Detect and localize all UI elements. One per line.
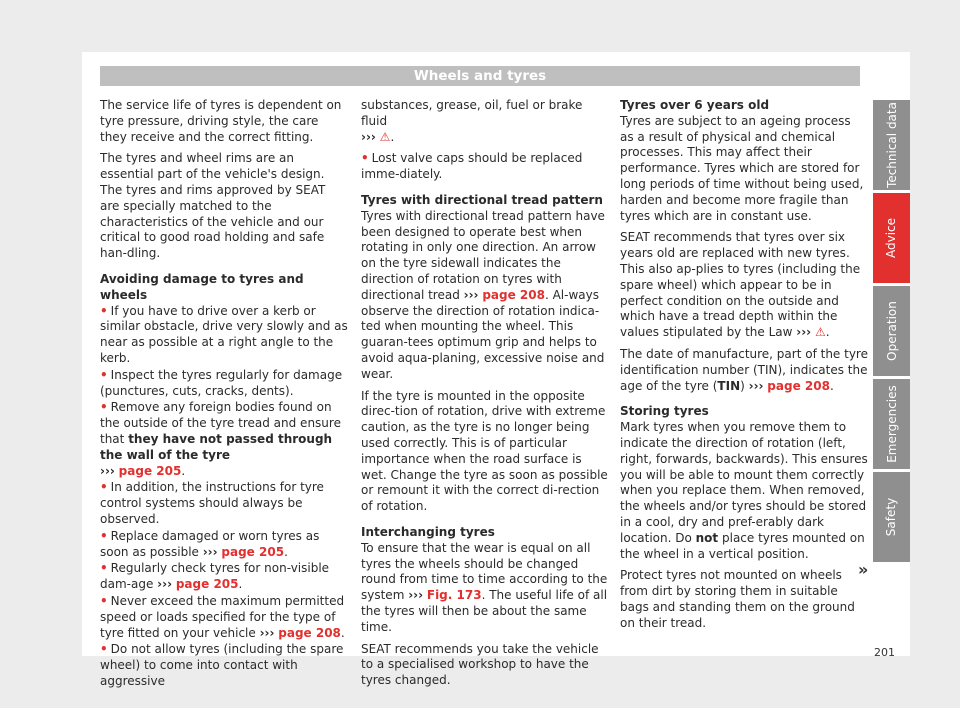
warning-icon[interactable]: ⚠ <box>379 129 391 144</box>
bullet-icon: • <box>361 151 369 166</box>
bullet-icon: • <box>100 593 108 608</box>
list-item: • Remove any foreign bodies found on the outside of the tyre tread and ensure that they have not passed through the wall of the tyre ››› page 205. <box>100 400 341 478</box>
tab-advice[interactable]: Advice <box>873 193 910 283</box>
list-item: • Never exceed the maximum permitted speed or loads specified for the type of tyre fitted on your vehicle ››› page 208. <box>100 593 345 640</box>
column-1 <box>100 98 348 691</box>
bullet-icon: • <box>100 528 108 543</box>
reference-arrow-icon: ››› <box>748 378 764 393</box>
page-number: 201 <box>874 646 895 659</box>
bullet-icon: • <box>100 367 108 382</box>
reference-arrow-icon: ››› <box>463 287 479 302</box>
paragraph: Tyres are subject to an ageing process as a result of physical and chemical processes. This may affect their performance. Tyres which are stored for long periods of time without being used, harden and become more fragile than tyres which are in constant use. <box>620 113 864 223</box>
paragraph: SEAT recommends that tyres over six years old are replaced with new tyres. This also ap-plies to tyres (including the spare wheel) which appear to be in perfect condition on the outside and which have a tread depth within the values stipulated by the Law ››› ⚠. <box>620 230 861 340</box>
list-item: • Inspect the tyres regularly for damage (punctures, cuts, cracks, dents). <box>100 367 343 398</box>
tin-icon: TIN <box>717 378 741 393</box>
bullet-icon: • <box>100 303 108 318</box>
bullet-icon: • <box>100 642 108 657</box>
list-item: • If you have to drive over a kerb or similar obstacle, drive very slowly and as near as possible at a right angle to the kerb. <box>100 303 348 365</box>
page-header: Wheels and tyres <box>100 66 860 86</box>
paragraph: Tyres with directional tread pattern have been designed to operate best when rotating in only one direction. An arrow on the tyre sidewall indicates the direction of rotation on tyres with directional tread ››› page 208. Al-ways observe the direction of rotation indica-ted when mounting the wheel. This guaran-tees optimum grip and helps to avoid aqua-planing, excessive noise and wear. <box>361 208 605 381</box>
paragraph: SEAT recommends you take the vehicle to a specialised workshop to have the tyres changed. <box>361 641 599 688</box>
reference-arrow-icon: ››› <box>100 463 115 478</box>
tab-technical-data[interactable]: Technical data <box>873 100 910 190</box>
figure-reference-link[interactable]: Fig. 173 <box>426 588 482 603</box>
bullet-icon: • <box>100 400 108 415</box>
tab-emergencies[interactable]: Emergencies <box>873 379 910 469</box>
page-reference-link[interactable]: page 208 <box>278 625 341 640</box>
paragraph: The service life of tyres is dependent on tyre pressure, driving style, the care they receive and the correct fitting. <box>100 98 342 144</box>
reference-arrow-icon: ››› <box>361 129 376 144</box>
section-heading: Interchanging tyres <box>361 524 495 539</box>
page-reference-link[interactable]: page 208 <box>767 378 830 393</box>
reference-arrow-icon: ››› <box>259 625 275 640</box>
column-3 <box>620 98 868 638</box>
reference-arrow-icon: ››› <box>796 325 812 340</box>
tab-operation[interactable]: Operation <box>873 286 910 376</box>
section-heading: Storing tyres <box>620 404 709 419</box>
paragraph: Protect tyres not mounted on wheels from dirt by storing them in suitable bags and standing them on the ground on their tread. <box>620 568 855 630</box>
page-reference-link[interactable]: page 208 <box>482 287 545 302</box>
tab-safety[interactable]: Safety <box>873 472 910 562</box>
paragraph: If the tyre is mounted in the opposite direc-tion of rotation, drive with extreme caution, as the tyre is no longer being used correctly. This is of particular importance when the road surface is wet. Change the tyre as soon as possible or remount it with the correct di-rection of rotation. <box>361 388 608 514</box>
section-heading: Avoiding damage to tyres and wheels <box>100 271 304 302</box>
paragraph: Mark tyres when you remove them to indicate the direction of rotation (left, right, forwards, backwards). This ensures you will be able to mount them correctly when you replace them. When removed, the wheels and/or tyres should be stored in a cool, dry and pref-erably dark location. Do not place tyres mounted on the wheel in a vertical position. <box>620 420 868 561</box>
section-heading: Tyres with directional tread pattern <box>361 192 603 207</box>
continue-icon: » <box>858 560 869 579</box>
section-heading: Tyres over 6 years old <box>620 98 770 112</box>
bullet-icon: • <box>100 561 108 576</box>
warning-icon[interactable]: ⚠ <box>814 325 826 340</box>
column-2 <box>361 98 609 695</box>
section-tabs <box>873 100 910 565</box>
paragraph: The date of manufacture, part of the tyre identification number (TIN), indicates the age of the tyre (TIN) ››› page 208. <box>620 346 868 393</box>
list-item: • Regularly check tyres for non-visible dam-age ››› page 205. <box>100 561 330 592</box>
page-reference-link[interactable]: page 205 <box>175 577 239 592</box>
reference-arrow-icon: ››› <box>202 544 218 559</box>
paragraph: substances, grease, oil, fuel or brake fluid ››› ⚠. <box>361 98 583 144</box>
list-item: • Lost valve caps should be replaced imme-diately. <box>361 151 583 182</box>
reference-arrow-icon: ››› <box>408 588 424 603</box>
page-reference-link[interactable]: page 205 <box>221 544 285 559</box>
reference-arrow-icon: ››› <box>157 577 173 592</box>
page-reference-link[interactable]: page 205 <box>118 463 182 478</box>
bullet-icon: • <box>100 480 108 495</box>
list-item: • Do not allow tyres (including the spare wheel) to come into contact with aggressive <box>100 642 344 688</box>
list-item: • Replace damaged or worn tyres as soon as possible ››› page 205. <box>100 528 320 559</box>
list-item: • In addition, the instructions for tyre control systems should always be observed. <box>100 480 324 526</box>
paragraph: The tyres and wheel rims are an essential part of the vehicle's design. The tyres and rims approved by SEAT are specially matched to the characteristics of the vehicle and our critical to good road holding and safe han-dling. <box>100 151 326 261</box>
paragraph: To ensure that the wear is equal on all tyres the wheels should be changed round from time to time according to the system ››› Fig. 173. The useful life of all the tyres will then be about the same time. <box>361 540 608 634</box>
